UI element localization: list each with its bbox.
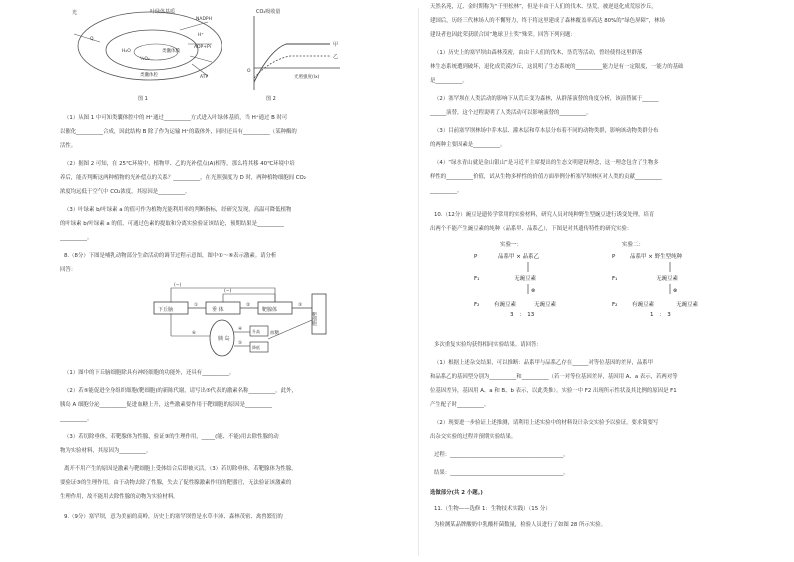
fig1-light-label: 光 (72, 10, 78, 16)
column-divider (418, 8, 419, 556)
q9-title: 9.（9分）塞罕坝，意为美丽的高岭，历史上的塞罕坝曾是水草丰沛、森林茂密、禽兽繁衍的 (64, 514, 283, 520)
q8-title-2: 回答： (60, 267, 77, 273)
exp2-cross: 品系甲 × 野生型纯种 (630, 254, 683, 260)
exp1-f2: F₂ (474, 302, 480, 308)
q10-line-4: 位基因差异，基因用 A、a 和 B、b 表示，以此类推）。实验一中 F2 出现所示性状及其比例的原因是 F1 (430, 388, 677, 394)
q8-regulation-diagram (134, 280, 374, 362)
q7-line-9: __________。 (60, 235, 93, 241)
exp1-self-icon: ⊗ (531, 288, 536, 294)
exp1-p: P (474, 254, 478, 260)
q10-process: 过程：__________________________________________。 (434, 452, 569, 458)
q8-line-7: 离开不用产生的原因是激素与靶细胞上受体结合后即被灭活，（3）若切除垂体，若靶腺体为性腺， (64, 466, 297, 472)
exp1-name: 实验一： (500, 242, 523, 248)
exp1-f1: F₁ (474, 276, 480, 282)
q7-line-1: （1）从图 1 中可知类囊体腔中的 H⁺通过__________方式进入叶绿体基质，当 H⁺通过 B 时可 (64, 115, 288, 121)
q7-line-2: 以催化__________合成，因此结构 B 除了作为运输 H⁺的载体外，同时还具有__________（某种酶的 (60, 129, 297, 135)
figure-2-co2-curves (230, 4, 350, 102)
q8-num-6: ⑥ (192, 331, 197, 336)
left-column (60, 0, 408, 562)
q8-target-gland: 靶腺体 (262, 307, 278, 313)
q9-line-6: 是__________。 (430, 78, 468, 84)
q8-line-8: 要验证③的生理作用，由于动物去除了性腺，失去了促性腺激素作用的靶器官，无法验证该激素的 (60, 480, 292, 486)
q8-target-cell: 靶细胞 (311, 312, 317, 326)
q8-line-2: （2）若⑤能促进全身组织细胞(靶细胞)的新陈代谢，请写出⑤代表的激素名称__________。此外， (64, 388, 297, 394)
q7-line-7: （3）叶绿素 b/叶绿素 a 的值可作为植物光能利用率的判断指标，经研究发现，高温可降低植物 (64, 207, 292, 213)
exp2-f2-has: 有豌豆素 (632, 302, 655, 308)
exp2-f2: F₂ (612, 302, 618, 308)
q7-line-6: 浓度均远低于空气中 CO₂浓度，其原因是__________。 (60, 189, 191, 195)
q7-line-3: 活性。 (60, 143, 77, 149)
fig1-o2-label: ½O₂ (140, 57, 150, 62)
q8-title: 8.（8分）下图是哺乳动物部分生命活动的调节过程示意图，图中①～⑥表示激素。请分析 (64, 253, 277, 259)
fig2-caption: 图 2 (266, 96, 276, 102)
q9-line-4: （1）历史上的塞罕坝由森林茂密，由由于人们的伐木、垦荒等活动，曾经使得这里群落 (434, 50, 643, 56)
q8-line-4: __________。 (60, 416, 93, 422)
q7-line-8: 的叶绿素 b/叶绿素 a 的值，可通过色素的提取和分离实验验证该结论，预期结果是__________ (60, 221, 284, 227)
exp1-f2-none: 无豌豆素 (534, 302, 557, 308)
elective-section-heading: 选做部分(共 2 小题。) (430, 490, 483, 496)
q11-line-1: 为检测某品牌酸奶中乳酸杆菌数量，检验人员进行了如图 28 所示实验。 (434, 522, 607, 528)
exp1-cross: 品系甲 × 品系乙 (498, 254, 540, 260)
q9-line-2: 建国后，历经三代林场人的不懈努力，终于将这里建成了森林覆盖率高达 80%的“绿色屏障”，林场 (430, 18, 665, 24)
q8-line-3: 胰岛 A 细胞分泌__________促进血糖上升，这些激素要作用于靶细胞的原因是__________ (60, 402, 272, 408)
q8-num-1: ① (194, 303, 199, 308)
q8-minus-1: (−) (174, 283, 182, 288)
q9-line-12: 样性的__________价值，试从生物多样性的价值方面举例分析塞罕坝林区对人类的贡献__________ (430, 174, 662, 180)
q9-line-13: __________。 (430, 188, 463, 194)
right-column (430, 0, 775, 562)
q10-line-2: （1）根据上述杂交结果，可以推断：品系甲与品系乙存在______对等位基因的差异，品系甲 (434, 360, 654, 366)
exp2-f1: F₁ (612, 276, 618, 282)
q7-line-4: （2）据图 2 可知，在 25℃环境中，植物甲、乙的光补偿点(A)相等，那么将其移 40℃环境中培 (64, 161, 295, 167)
fig1-adppi-label: ADP+Pi (194, 45, 211, 50)
exp1-f2-has: 有豌豆素 (494, 302, 517, 308)
q9-line-8: ______演替，这个过程说明了人类活动可以影响演替的__________。 (430, 110, 592, 116)
exp2-ratio: 1 ： 3 (650, 312, 671, 318)
exp2-p: P (612, 254, 616, 260)
experiment-1-cross (470, 238, 590, 334)
exp2-self-icon: ⊗ (673, 288, 678, 294)
q8-fall: 降低 (252, 345, 260, 350)
fig1-q-label: Q (90, 37, 94, 42)
fig1-atp-label: ATP (200, 75, 209, 80)
q10-line-7: 出杂交实验的过程并预期实验结果。 (430, 434, 517, 440)
q8-line-1: （1）图中的下丘脑细胞除具有神经细胞的功能外，还具有__________。 (64, 370, 235, 376)
q11-title: 11.（生物——选修 1：生物技术实践）（15 分） (434, 506, 551, 512)
exp2-name: 实验二： (622, 242, 645, 248)
q9-line-3: 建设者也因此荣获联合国“地球卫士奖”殊荣。回答下列问题： (430, 32, 576, 38)
q8-pituitary: 垂 体 (212, 307, 224, 313)
fig1-stroma-label: 叶绿体基质 (150, 9, 176, 15)
q10-line-5: 产生配子时__________。 (430, 402, 490, 408)
q8-num-3: ③ (298, 303, 303, 308)
q9-line-9: （3）目前塞罕坝林场中乔木层、灌木层和草本层分布着不同的动物类群，影响该动物类群分布 (434, 128, 659, 134)
q8-hypothalamus: 下丘脑 (158, 307, 174, 313)
q7-line-5: 养后，能否判断这两种植物的光补偿点的关系？__________，在光照强度为 D 时，两种植物细胞间 CO₂ (60, 175, 306, 181)
q9-line-7: （2）塞罕坝在人类活动的影响下从荒丘变为森林，从群落演替的角度分析，该演替属于______ (434, 96, 659, 102)
exp2-f1-value: 无豌豆素 (656, 276, 679, 282)
q8-line-9: 生理作用，故不能用去除性腺的动物为实验材料。 (60, 494, 179, 500)
q10-title-2: 出两个不能产生豌豆素的纯种（品系甲、品系乙），下图是对其遗传特性的研究实验： (430, 226, 633, 232)
q8-num-2: ② (246, 303, 251, 308)
q8-blood-sugar: 血糖 (270, 331, 279, 336)
fig2-ylabel: CO₂吸收量 (256, 9, 281, 15)
q8-line-5: （3）若切除垂体，若靶腺体为性腺，验证③的生理作用，_____(能、不能)用去除性腺的动 (64, 434, 279, 440)
fig1-lumen-label: 类囊体腔 (140, 73, 158, 78)
q8-line-6: 物为实验材料，其原因为__________。 (60, 448, 152, 454)
fig1-caption: 图 1 (138, 96, 148, 102)
exp2-f2-none: 无豌豆素 (676, 302, 699, 308)
fig1-h-label: H⁺ (198, 33, 204, 38)
q10-line-6: （2）现要进一步验证上述推测，请利用上述实验中的材料设计杂交实验予以验证，要求简要写 (434, 420, 659, 426)
q10-title: 10.（12分）豌豆是遗传学常用的实验材料，研究人员对纯种野生型豌豆进行诱变处理，培育 (434, 212, 655, 218)
q10-result: 结果：__________________________________________。 (434, 470, 569, 476)
fig1-h2o-label: H₂O (122, 49, 131, 54)
experiment-2-cross (608, 238, 738, 334)
q8-rise: 升高 (252, 329, 260, 334)
exp1-f1-value: 无豌豆素 (514, 276, 537, 282)
q9-line-5: 林生态系统遭到破坏，退化成荒漠沙丘，这说明了生态系统的__________能力是有一定限度，一能力的基础 (430, 64, 684, 70)
q8-num-5: ⑤ (238, 341, 243, 346)
fig2-xlabel: 光照强度(lx) (294, 75, 320, 80)
q8-minus-2: (−) (224, 289, 232, 294)
q10-line-3: 和品系乙的基因型分别为__________和__________（若一对等位基因差异，基因用 A、a 表示，若两对等 (430, 374, 678, 380)
q10-line-1: 多次重复实验均获得相同实验结果。请回答： (434, 342, 542, 348)
figure-1-chloroplast (70, 4, 222, 102)
fig2-series-yi: 乙 (333, 54, 339, 60)
q8-pancreas: 胰 岛 (218, 336, 230, 342)
fig1-nadph-label: NADPH (196, 17, 213, 22)
fig2-origin: O (247, 69, 251, 74)
exp1-ratio: 3 ： 13 (510, 312, 535, 318)
q9-line-10: 的两种主要因素是__________。 (430, 142, 506, 148)
q8-num-4: ④ (238, 327, 243, 332)
fig1-membrane-label: 类囊体膜 (162, 49, 180, 54)
fig2-series-jia: 甲 (333, 42, 339, 48)
q9-line-11: （4）“绿水青山就是金山银山”是习近平主席提出的生态文明建设理念，这一理念包含了生物多 (434, 160, 659, 166)
q9-line-1: 天然名苑，辽、金时期称为“千里松林”，但是丰由于人们的伐木、垦荒，被逆退化成荒原沙丘， (430, 4, 657, 10)
